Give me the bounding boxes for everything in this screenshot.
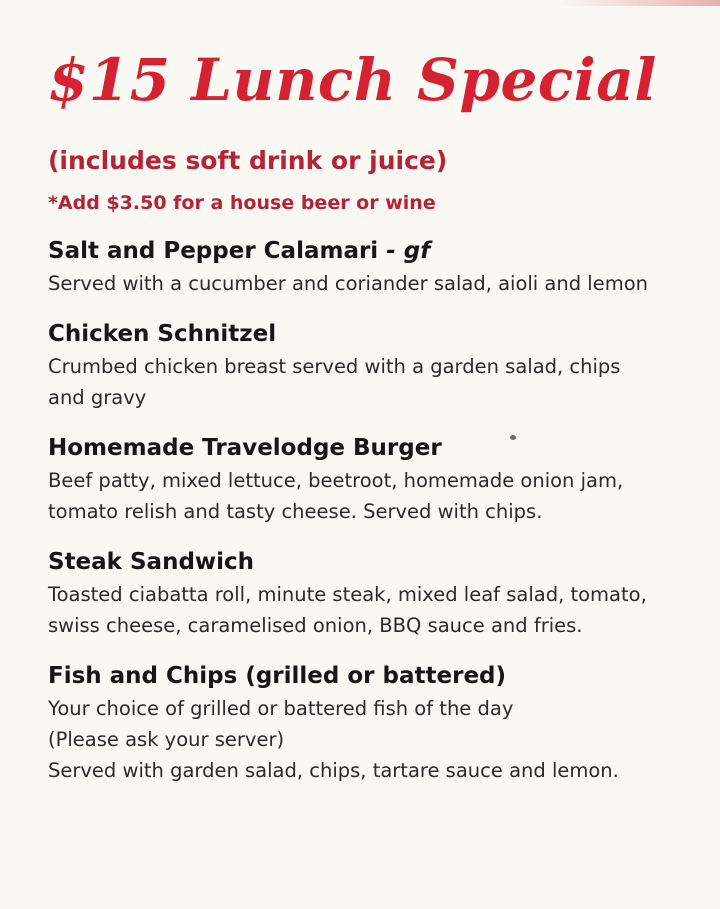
- menu-item-description: [48, 579, 690, 641]
- description-line: Served with garden salad, chips, tartare sauce and lemon.: [48, 759, 619, 782]
- menu-item: [48, 547, 690, 641]
- description-line: tomato relish and tasty cheese. Served with chips.: [48, 500, 543, 523]
- description-line: Beef patty, mixed lettuce, beetroot, homemade onion jam,: [48, 469, 624, 492]
- menu-item-name: [48, 433, 690, 463]
- description-line: swiss cheese, caramelised onion, BBQ sauce and fries.: [48, 614, 583, 637]
- description-line: Your choice of grilled or battered fish of the day: [48, 697, 514, 720]
- menu-subtitle: (includes soft drink or juice): [48, 146, 448, 175]
- menu-item-name: [48, 547, 690, 577]
- menu-item-description: [48, 465, 690, 527]
- menu-item-name: [48, 236, 690, 266]
- menu-item-title: Homemade Travelodge Burger: [48, 435, 442, 461]
- menu-title: $15 Lunch Special: [48, 46, 657, 114]
- menu-item: [48, 661, 690, 786]
- menu-item-name: [48, 319, 690, 349]
- paper-speck: [510, 435, 516, 440]
- menu-item-title: Chicken Schnitzel: [48, 321, 277, 347]
- menu-item: [48, 319, 690, 413]
- menu-items-list: [48, 236, 690, 786]
- description-line: (Please ask your server): [48, 728, 285, 751]
- page-edge-decoration: [560, 0, 720, 6]
- description-line: Served with a cucumber and coriander salad, aioli and lemon: [48, 272, 649, 295]
- menu-item-title: Steak Sandwich: [48, 549, 255, 575]
- menu-item-description: [48, 693, 690, 786]
- menu-item: [48, 433, 690, 527]
- menu-item-description: [48, 268, 690, 299]
- menu-addon-note: *Add $3.50 for a house beer or wine: [48, 192, 436, 214]
- description-line: and gravy: [48, 386, 147, 409]
- menu-item-description: [48, 351, 690, 413]
- description-line: Crumbed chicken breast served with a garden salad, chips: [48, 355, 621, 378]
- description-line: Toasted ciabatta roll, minute steak, mixed leaf salad, tomato,: [48, 583, 647, 606]
- menu-item-name: [48, 661, 690, 691]
- menu-item-title: Fish and Chips (grilled or battered): [48, 663, 507, 689]
- gluten-free-tag: - gf: [378, 238, 431, 264]
- menu-item: [48, 236, 690, 299]
- menu-item-title: Salt and Pepper Calamari: [48, 238, 379, 264]
